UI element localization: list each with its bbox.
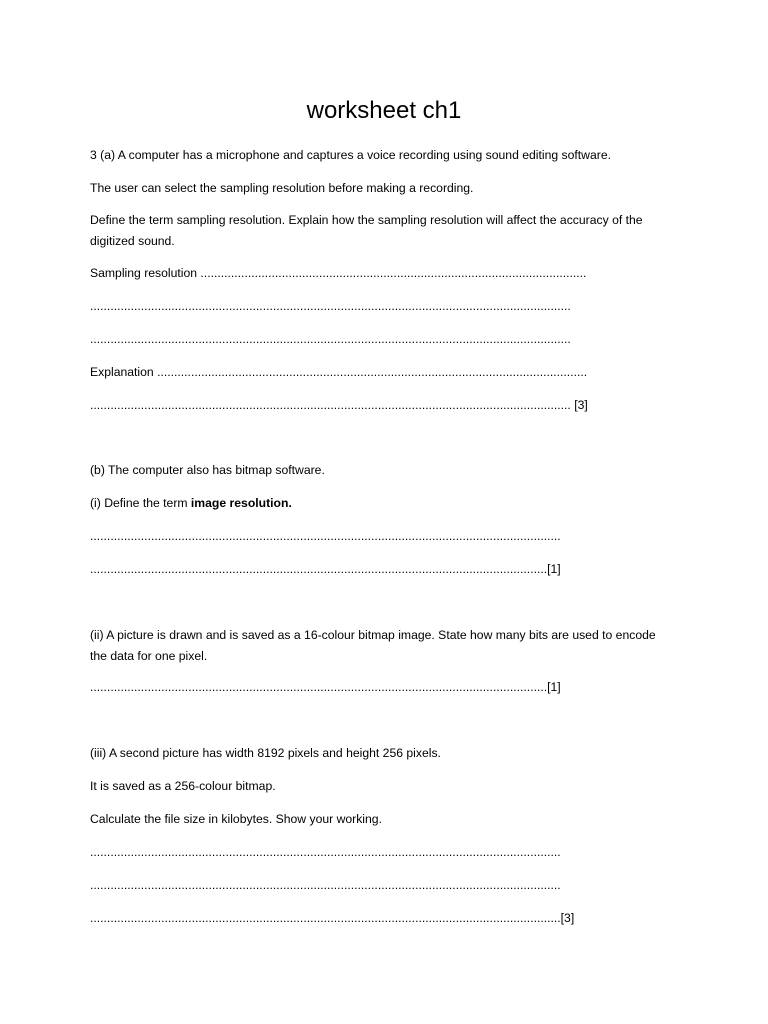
answer-line: ........................................................................................................................................... [90, 529, 561, 543]
answer-line: ........................................................................................................................................... [90, 878, 561, 892]
question-3b-ii-line1: (ii) A picture is drawn and is saved as a 16-colour bitmap image. State how many bits are used to encode [90, 628, 656, 642]
question-3a-intro: 3 (a) A computer has a microphone and captures a voice recording using sound editing software. [90, 148, 611, 162]
answer-line-marks: .......................................................................................................................................[1] [90, 680, 561, 694]
answer-line: ........................................................................................................................................... [90, 845, 561, 859]
question-3b-iii-line2: It is saved as a 256-colour bitmap. [90, 779, 276, 793]
question-3b-i-prefix: (i) Define the term [90, 496, 191, 510]
question-3a-prompt-line2: digitized sound. [90, 234, 175, 248]
question-3b-intro: (b) The computer also has bitmap software. [90, 463, 325, 477]
page-title: worksheet ch1 [306, 97, 462, 124]
answer-line: .............................................................................................................................................. [90, 332, 571, 346]
question-3b-iii-line3: Calculate the file size in kilobytes. Show your working. [90, 812, 382, 826]
question-3b-i-term: image resolution. [190, 496, 292, 510]
answer-line-explanation: Explanation ............................................................................................................................... [90, 365, 588, 379]
question-3b-iii-line1: (iii) A second picture has width 8192 pixels and height 256 pixels. [90, 746, 441, 760]
question-3b-ii-line2: the data for one pixel. [90, 649, 208, 663]
question-3a-context: The user can select the sampling resolution before making a recording. [90, 181, 474, 195]
answer-line: .............................................................................................................................................. [90, 299, 571, 313]
question-3a-prompt-line1: Define the term sampling resolution. Explain how the sampling resolution will affect the accuracy of the [90, 213, 643, 227]
answer-line-sampling-resolution: Sampling resolution .................................................................................................................. [90, 266, 587, 280]
question-3b-i [90, 495, 292, 511]
answer-line-marks: .............................................................................................................................................. [3] [90, 398, 588, 412]
answer-line-marks: .......................................................................................................................................[1] [90, 562, 561, 576]
answer-line-marks: ...........................................................................................................................................[3] [90, 911, 575, 925]
